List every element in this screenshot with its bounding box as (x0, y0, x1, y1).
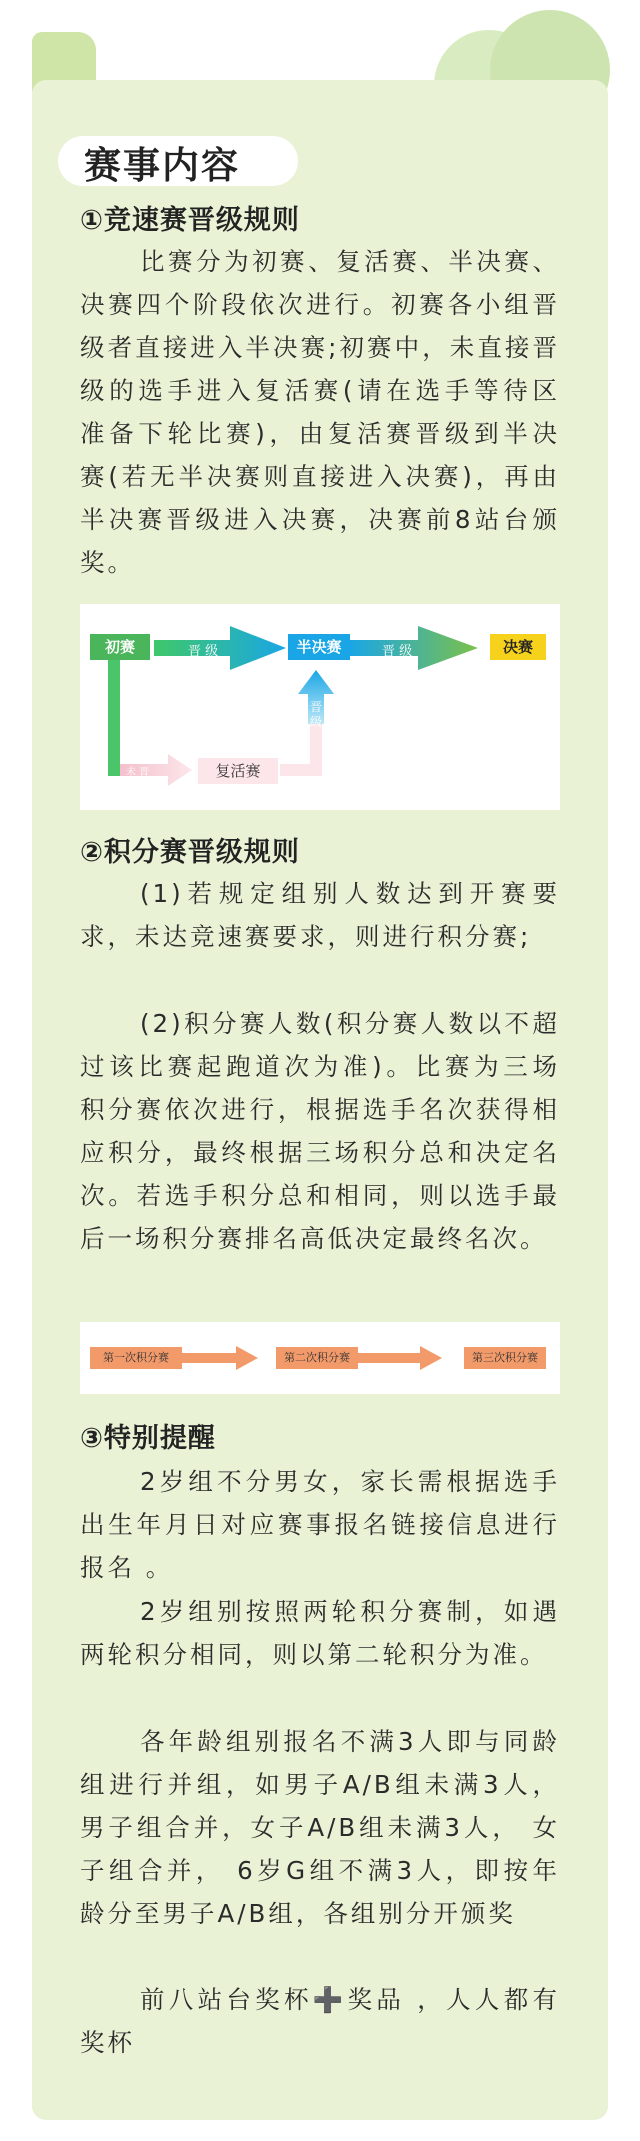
box-fuhuosai: 复活赛 (198, 758, 278, 784)
section3-paragraph-3: 各年龄组别报名不满3人即与同龄组进行并组，如男子A/B组未满3人，男子组合并，女子A/B组未满3人， 女子组合并， 6岁G组不满3人，即按年龄分至男子A/B组，各组别分开颁奖 (80, 1727, 560, 1928)
arrow-advance-1 (154, 626, 286, 670)
box-round-1: 第一次积分赛 (90, 1347, 182, 1369)
section2-paragraph-1: (1)若规定组别人数达到开赛要求，未达竞速赛要求，则进行积分赛; (80, 879, 560, 951)
section-title-3: ③特别提醒 (80, 1423, 216, 1454)
arrow1-label: 晋 级 (188, 644, 219, 659)
flow-diagram-2 (80, 1322, 560, 1394)
box-banjuesai: 半决赛 (288, 634, 350, 660)
section2-paragraph-2: (2)积分赛人数(积分赛人数以不超过该比赛起跑道次为准)。比赛为三场积分赛依次进行，根据选手名次获得相应积分，最终根据三场积分总和决定名次。若选手积分总和相同，则以选手最后一场积分赛排名高低决定最终名次。 (80, 1009, 560, 1253)
section3-paragraph-4: 前八站台奖杯➕奖品 ，人人都有奖杯 (80, 1985, 560, 2057)
arrow-advance-2 (350, 626, 478, 670)
arrow-up-label: 晋 级 (310, 700, 323, 729)
round-arrow-2 (356, 1346, 442, 1370)
round-arrow-1 (174, 1346, 258, 1370)
page-title: 赛事内容 (84, 144, 240, 187)
section3-paragraph-1: 2岁组不分男女，家长需根据选手出生年月日对应赛事报名链接信息进行报名 。 (80, 1467, 560, 1582)
arrow2-label: 晋 级 (382, 644, 413, 659)
section-title-2: ②积分赛晋级规则 (80, 837, 300, 868)
box-round-2: 第二次积分赛 (276, 1347, 358, 1369)
arrow-down-label: 未 晋 (126, 767, 150, 778)
section3-paragraph-2: 2岁组别按照两轮积分赛制，如遇两轮积分相同，则以第二轮积分为准。 (80, 1597, 560, 1669)
box-juesai: 决赛 (490, 634, 546, 660)
flow-diagram-1 (80, 604, 560, 810)
box-round-3: 第三次积分赛 (464, 1347, 546, 1369)
section1-paragraph: 比赛分为初赛、复活赛、半决赛、决赛四个阶段依次进行。初赛各小组晋级者直接进入半决赛;初赛中，未直接晋级的选手进入复活赛(请在选手等待区准备下轮比赛)，由复活赛晋级到半决赛(若无半决赛则直接进入决赛)，再由半决赛晋级进入决赛，决赛前8站台颁奖。 (80, 247, 560, 577)
elimination-line (114, 660, 130, 770)
section-title-1: ①竞速赛晋级规则 (80, 205, 300, 236)
box-chusai: 初赛 (90, 634, 150, 660)
